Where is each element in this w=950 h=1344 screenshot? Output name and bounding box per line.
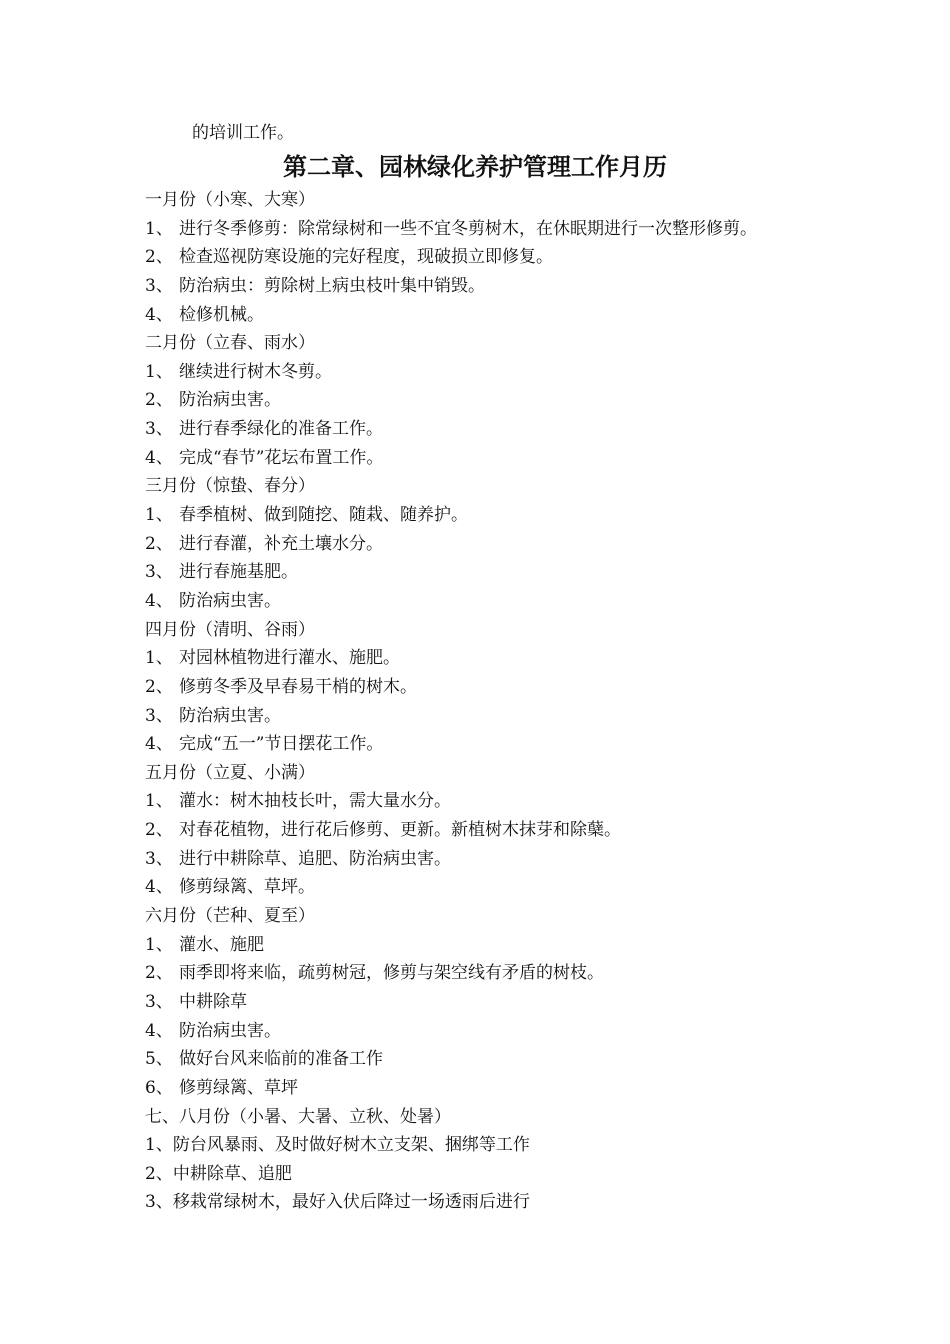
task-item: [145, 301, 845, 330]
item-number: 3、: [145, 1192, 173, 1213]
item-text: 进行中耕除草、追肥、防治病虫害。: [179, 848, 451, 869]
calendar-body: [145, 186, 845, 1217]
item-text: 移栽常绿树木，最好入伏后降过一场透雨后进行: [172, 1192, 530, 1213]
item-number: 1、: [145, 218, 173, 239]
item-number: 4、: [145, 447, 173, 468]
item-number: 2、: [145, 676, 173, 697]
item-text: 对春花植物，进行花后修剪、更新。新植树木抹芽和除蘖。: [179, 820, 621, 841]
task-item: [145, 1045, 845, 1074]
task-item: [145, 1188, 845, 1217]
item-text: 完成“五一”节日摆花工作。: [179, 734, 384, 755]
item-number: 4、: [145, 590, 173, 611]
item-number: 1、: [145, 1135, 173, 1156]
item-text: 进行春季绿化的准备工作。: [179, 419, 383, 440]
item-number: 3、: [145, 705, 173, 726]
item-number: 4、: [145, 877, 173, 898]
item-text: 防治病虫害。: [179, 390, 281, 411]
item-text: 做好台风来临前的准备工作: [179, 1049, 383, 1070]
month-heading: 三月份（惊蛰、春分）: [145, 476, 315, 497]
item-text: 检查巡视防寒设施的完好程度，现破损立即修复。: [179, 247, 553, 268]
task-item: [145, 816, 845, 845]
item-text: 检修机械。: [179, 304, 264, 325]
item-number: 1、: [145, 648, 173, 669]
task-item: [145, 243, 845, 272]
task-item: [145, 730, 845, 759]
item-text: 进行春施基肥。: [179, 562, 298, 583]
task-item: [145, 1131, 845, 1160]
month-heading: 七、八月份（小暑、大暑、立秋、处暑）: [145, 1106, 451, 1127]
item-text: 防治病虫害。: [179, 590, 281, 611]
chapter-title: 第二章、园林绿化养护管理工作月历: [283, 152, 667, 181]
task-item: [145, 415, 845, 444]
task-item: [145, 501, 845, 530]
task-item: [145, 644, 845, 673]
item-number: 5、: [145, 1049, 173, 1070]
item-text: 进行春灌，补充土壤水分。: [179, 533, 383, 554]
task-item: [145, 1017, 845, 1046]
item-number: 3、: [145, 562, 173, 583]
task-item: [145, 959, 845, 988]
month-heading: 六月份（芒种、夏至）: [145, 906, 315, 927]
item-number: 3、: [145, 419, 173, 440]
item-number: 6、: [145, 1077, 173, 1098]
task-item: [145, 272, 845, 301]
month-heading: 四月份（清明、谷雨）: [145, 619, 315, 640]
item-text: 灌水、施肥: [179, 934, 264, 955]
month-heading: 五月份（立夏、小满）: [145, 762, 315, 783]
task-item: [145, 988, 845, 1017]
item-text: 防台风暴雨、及时做好树木立支架、捆绑等工作: [172, 1135, 530, 1156]
task-item: [145, 931, 845, 960]
task-item: [145, 587, 845, 616]
item-number: 1、: [145, 934, 173, 955]
item-number: 4、: [145, 304, 173, 325]
task-item: [145, 702, 845, 731]
item-text: 中耕除草、追肥: [172, 1163, 292, 1184]
item-text: 防治病虫害。: [179, 705, 281, 726]
item-number: 2、: [145, 963, 173, 984]
item-text: 修剪冬季及早春易干梢的树木。: [179, 676, 417, 697]
item-number: 1、: [145, 361, 173, 382]
task-item: [145, 787, 845, 816]
task-item: [145, 530, 845, 559]
item-number: 1、: [145, 505, 173, 526]
task-item: [145, 1160, 845, 1189]
item-text: 修剪绿篱、草坪: [179, 1077, 298, 1098]
task-item: [145, 358, 845, 387]
item-text: 雨季即将来临，疏剪树冠，修剪与架空线有矛盾的树枝。: [179, 963, 604, 984]
task-item: [145, 1074, 845, 1103]
item-number: 2、: [145, 390, 173, 411]
item-number: 2、: [145, 820, 173, 841]
month-heading: 一月份（小寒、大寒）: [145, 190, 315, 210]
continuation-text: 的培训工作。: [192, 123, 294, 143]
task-item: [145, 873, 845, 902]
task-item: [145, 215, 845, 244]
task-item: [145, 845, 845, 874]
item-number: 4、: [145, 734, 173, 755]
item-number: 2、: [145, 247, 173, 268]
item-text: 修剪绿篱、草坪。: [179, 877, 315, 898]
task-item: [145, 444, 845, 473]
item-text: 继续进行树木冬剪。: [179, 361, 332, 382]
task-item: [145, 386, 845, 415]
item-text: 对园林植物进行灌水、施肥。: [179, 648, 400, 669]
item-number: 2、: [145, 533, 173, 554]
item-text: 完成“春节”花坛布置工作。: [179, 447, 384, 468]
item-number: 3、: [145, 848, 173, 869]
item-number: 3、: [145, 275, 173, 296]
item-number: 3、: [145, 991, 173, 1012]
item-text: 春季植树、做到随挖、随栽、随养护。: [179, 505, 468, 526]
task-item: [145, 558, 845, 587]
item-text: 防治病虫：剪除树上病虫枝叶集中销毁。: [179, 275, 485, 296]
item-text: 中耕除草: [179, 991, 247, 1012]
item-number: 4、: [145, 1020, 173, 1041]
item-number: 1、: [145, 791, 173, 812]
item-text: 防治病虫害。: [179, 1020, 281, 1041]
item-text: 进行冬季修剪：除常绿树和一些不宜冬剪树木，在休眠期进行一次整形修剪。: [179, 218, 757, 239]
task-item: [145, 673, 845, 702]
item-text: 灌水：树木抽枝长叶，需大量水分。: [179, 791, 451, 812]
item-number: 2、: [145, 1163, 173, 1184]
month-heading: 二月份（立春、雨水）: [145, 333, 315, 354]
